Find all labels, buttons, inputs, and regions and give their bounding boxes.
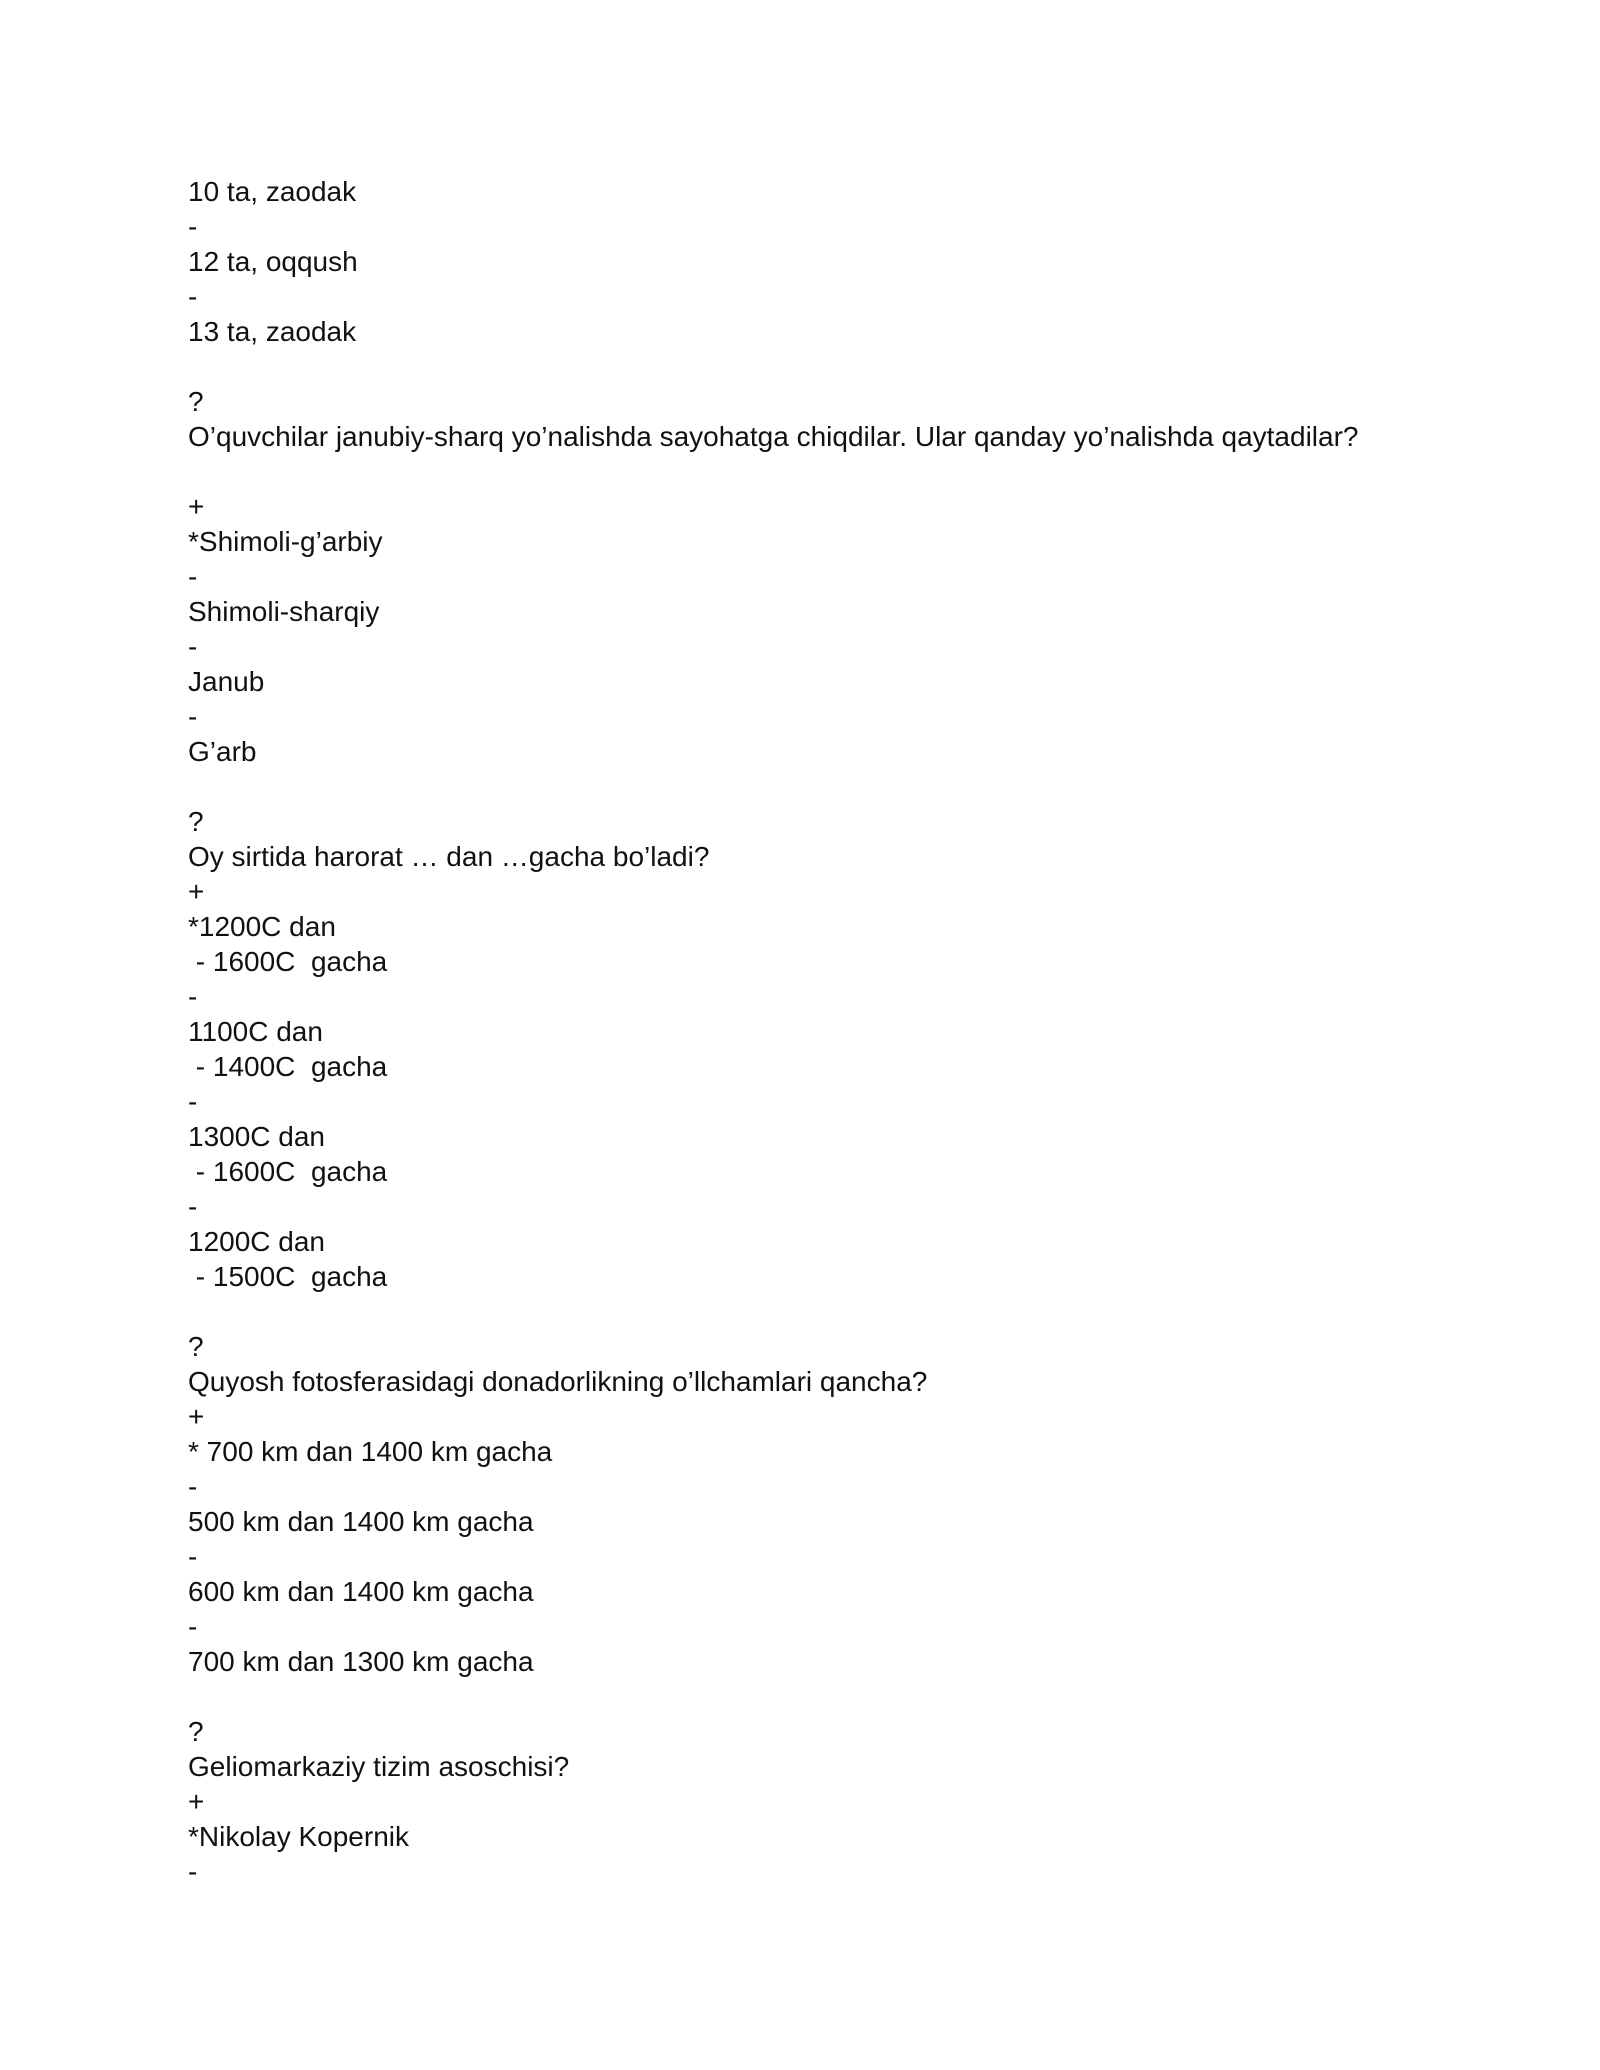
text-line: 1100C dan (188, 1016, 323, 1047)
blank-line (188, 454, 1488, 489)
text-line: - 1600C gacha (188, 1156, 388, 1187)
text-line: - (188, 1086, 198, 1117)
text-line: 10 ta, zaodak (188, 176, 357, 207)
text-line: + (188, 1786, 205, 1817)
text-line: - 1400C gacha (188, 1051, 388, 1082)
text-line: - (188, 1471, 198, 1502)
text-line: - (188, 1191, 198, 1222)
text-line: 500 km dan 1400 km gacha (188, 1506, 534, 1537)
text-line: ? (188, 1716, 204, 1747)
text-line: Quyosh fotosferasidagi donadorlikning o’llchamlari qancha? (188, 1366, 928, 1397)
text-line: 13 ta, zaodak (188, 316, 357, 347)
text-line: Janub (188, 666, 265, 697)
text-line: - (188, 1611, 198, 1642)
blank-line (188, 1679, 1488, 1714)
text-line: - (188, 981, 198, 1012)
text-line: 12 ta, oqqush (188, 246, 358, 277)
text-line: - (188, 561, 198, 592)
text-line: * 700 km dan 1400 km gacha (188, 1436, 553, 1467)
text-line: - 1500C gacha (188, 1261, 388, 1292)
text-line: ? (188, 806, 204, 837)
text-line: 700 km dan 1300 km gacha (188, 1646, 534, 1677)
document-body (188, 174, 1488, 1889)
text-line: Shimoli-sharqiy (188, 596, 380, 627)
text-line: - (188, 281, 198, 312)
text-line: *1200C dan (188, 911, 336, 942)
text-line: Oy sirtida harorat … dan …gacha bo’ladi? (188, 841, 710, 872)
text-line: - (188, 1856, 198, 1887)
text-line: - (188, 631, 198, 662)
text-line: ? (188, 1331, 204, 1362)
blank-line (188, 769, 1488, 804)
text-line: ? (188, 386, 204, 417)
text-line: *Nikolay Kopernik (188, 1821, 409, 1852)
text-line: O’quvchilar janubiy-sharq yo’nalishda sayohatga chiqdilar. Ular qanday yo’nalishda qaytadilar? (188, 421, 1359, 452)
text-line: Geliomarkaziy tizim asoschisi? (188, 1751, 570, 1782)
text-line: + (188, 876, 205, 907)
text-line: + (188, 491, 205, 522)
text-line: - (188, 211, 198, 242)
blank-line (188, 1294, 1488, 1329)
text-line: - (188, 1541, 198, 1572)
text-line: + (188, 1401, 205, 1432)
text-line: - (188, 701, 198, 732)
blank-line (188, 349, 1488, 384)
text-line: 1200C dan (188, 1226, 326, 1257)
text-line: 600 km dan 1400 km gacha (188, 1576, 534, 1607)
text-line: G’arb (188, 736, 257, 767)
text-line: *Shimoli-g’arbiy (188, 526, 383, 557)
text-line: 1300C dan (188, 1121, 326, 1152)
text-line: - 1600C gacha (188, 946, 388, 977)
